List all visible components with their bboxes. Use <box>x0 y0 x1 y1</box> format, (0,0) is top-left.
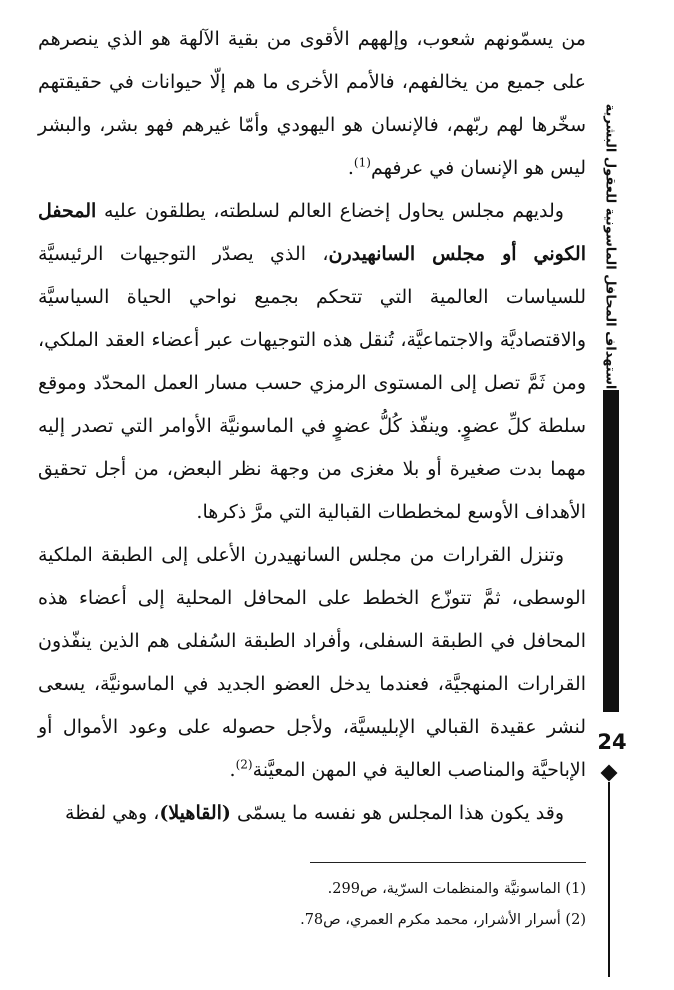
paragraph-2 <box>38 190 586 534</box>
paragraph-4-bold-term: (القاهيلا) <box>159 802 231 824</box>
paragraph-1-end: . <box>347 157 354 179</box>
paragraph-4-text-rest: ، وهي لفظة <box>64 802 160 824</box>
footnotes <box>280 874 586 936</box>
side-bar-decoration <box>603 390 619 712</box>
running-title <box>598 103 622 389</box>
footnote-ref-1[interactable]: (1) <box>353 155 371 170</box>
paragraph-2-text-start: ولديهم مجلس يحاول إخضاع العالم لسلطته، يطلقون عليه <box>96 200 564 222</box>
main-text <box>38 18 586 835</box>
running-title-text: استهداف المحافل الماسونية للعقول البشرية <box>602 103 618 389</box>
footnote-ref-2[interactable]: (2) <box>235 757 253 772</box>
diamond-icon <box>601 765 618 782</box>
paragraph-2-text-rest: ، الذي يصدّر التوجيهات الرئيسيَّة للسياسات العالمية التي تتحكم بجميع نواحي الحياة السياسيَّة والاقتصاديَّة والاجتماعيَّة، تُنقل هذه التوجيهات عبر أعضاء العقد الملكي، ومن ثَمَّ تصل إلى المستوى الرمزي حسب مسار العمل المحدّد وموقع سلطة كلِّ عضوٍ. وينفّذ كُلُّ عضوٍ في الماسونيَّة الأوامر التي تصدر إليه مهما بدت صغيرة أو بلا مغزى من وجهة نظر البعض، من أجل تحقيق الأهداف الأوسع لمخططات القبالية التي مرَّ ذكرها. <box>38 243 586 523</box>
footnote-divider <box>310 862 586 863</box>
paragraph-3 <box>38 534 586 792</box>
footnote-1: (1) الماسونيَّة والمنظمات السرّية، ص299. <box>327 881 586 897</box>
paragraph-2-bold-term: المحفل الكوني أو مجلس السانهيدرن <box>38 200 586 265</box>
paragraph-3-text: وتنزل القرارات من مجلس السانهيدرن الأعلى إلى الطبقة الملكية الوسطى، ثمَّ تتوزّع الخطط على المحافل المحلية إلى أعضاء هذه المحافل في الطبقة السفلى، وأفراد الطبقة السُفلى هم الذين ينفّذون القرارات المنهجيَّة، فعندما يدخل العضو الجديد في الماسونيَّة، يسعى لنشر عقيدة القبالي الإبليسيَّة، ولأجل حصوله على وعود الأموال أو الإباحيَّة والمناصب العالية في المهن المعيَّنة <box>38 544 586 781</box>
paragraph-3-end: . <box>229 759 236 781</box>
paragraph-1-text: من يسمّونهم شعوب، وإلههم الأقوى من بقية الآلهة هو الذي ينصرهم على جميع من يخالفهم، فالأمم الأخرى ما هم إلّا حيوانات في حقيقتهم سخّرها لهم ربّهم، فالإنسان هو اليهودي وأمّا غيرهم فهو بشر، والبشر ليس هو الإنسان في عرفهم <box>38 28 586 179</box>
paragraph-4 <box>38 792 586 835</box>
paragraph-1 <box>38 18 586 190</box>
paragraph-4-text-start: وقد يكون هذا المجلس هو نفسه ما يسمّى <box>230 802 564 824</box>
footnote-2: (2) أسرار الأشرار، محمد مكرم العمري، ص78. <box>300 912 586 928</box>
page-number: 24 <box>597 730 627 754</box>
side-line-decoration <box>608 782 610 977</box>
